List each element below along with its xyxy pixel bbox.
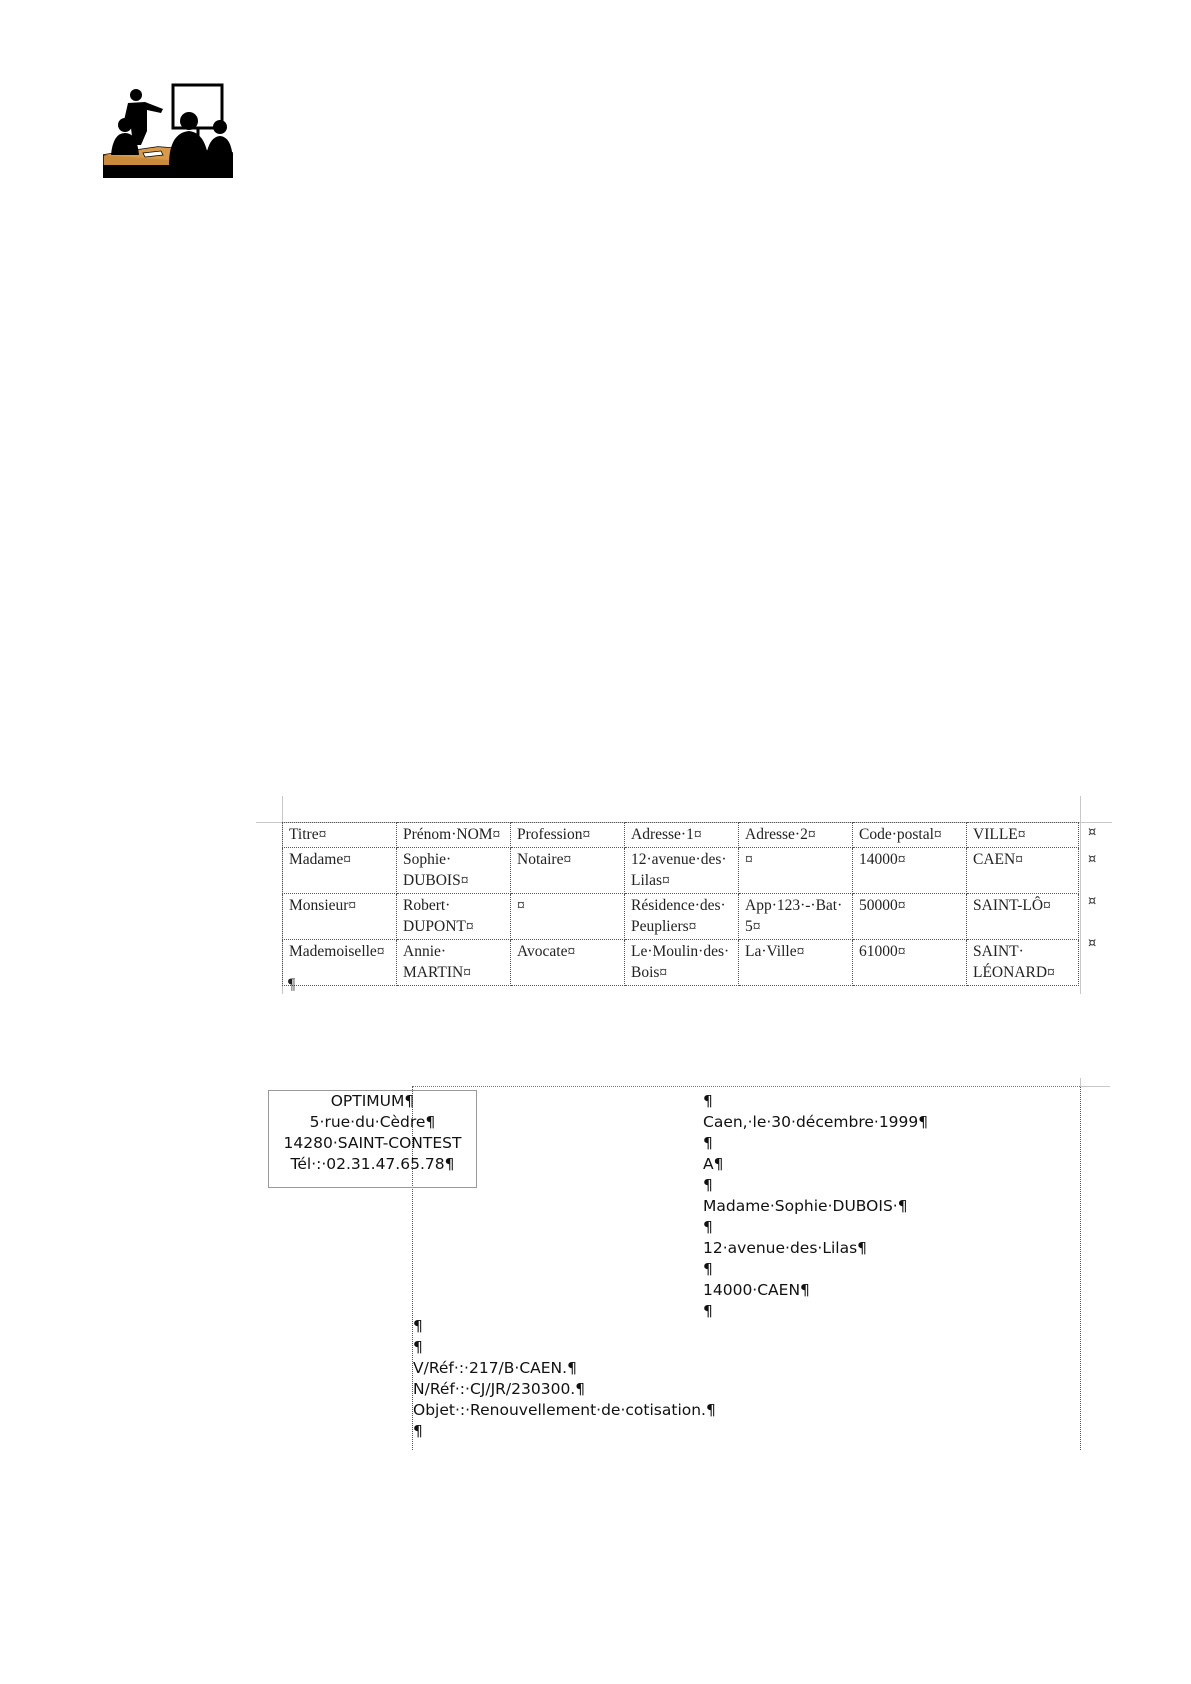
table-cell[interactable]: 14000¤	[853, 848, 967, 894]
recipient-line: ¶	[703, 1092, 713, 1110]
table-cell[interactable]: La·Ville¤	[739, 940, 853, 986]
table-cell[interactable]: Mademoiselle¤	[283, 940, 397, 986]
letter-top-guide	[412, 1086, 1080, 1087]
table-row	[283, 848, 1079, 894]
table-cell[interactable]: Robert· DUPONT¤	[397, 894, 511, 940]
sender-line: OPTIMUM¶	[330, 1092, 415, 1110]
row-end-marker: ¤	[1088, 936, 1097, 951]
sender-address-box[interactable]	[268, 1090, 477, 1188]
table-cell[interactable]: App·123·-·Bat· 5¤	[739, 894, 853, 940]
table-header-row	[283, 823, 1079, 848]
sender-line: 14280·SAINT-CONTEST	[283, 1134, 462, 1152]
recipient-block	[703, 1091, 928, 1322]
recipient-line: ¶	[703, 1134, 713, 1152]
sender-line: Tél·:·02.31.47.65.78¶	[290, 1155, 455, 1173]
data-source-table-block	[282, 822, 1082, 986]
letter-guide-corner	[1080, 1078, 1081, 1086]
table-cell[interactable]: Titre¤	[283, 823, 397, 848]
table-cell[interactable]: 50000¤	[853, 894, 967, 940]
table-cell[interactable]: Adresse·2¤	[739, 823, 853, 848]
recipient-line: 12·avenue·des·Lilas¶	[703, 1239, 868, 1257]
table-cell[interactable]: 61000¤	[853, 940, 967, 986]
table-cell[interactable]: Résidence·des· Peupliers¤	[625, 894, 739, 940]
row-end-marker: ¤	[1088, 825, 1097, 840]
body-line: ¶	[413, 1422, 423, 1440]
recipient-line: 14000·CAEN¶	[703, 1281, 810, 1299]
recipient-line: ¶	[703, 1302, 713, 1320]
table-cell[interactable]: Annie· MARTIN¤	[397, 940, 511, 986]
table-cell[interactable]: CAEN¤	[967, 848, 1079, 894]
table-cell[interactable]: 12·avenue·des· Lilas¤	[625, 848, 739, 894]
table-cell[interactable]: Madame¤	[283, 848, 397, 894]
table-cell[interactable]: SAINT· LÉONARD¤	[967, 940, 1079, 986]
row-end-marker: ¤	[1088, 852, 1097, 867]
table-cell[interactable]: Notaire¤	[511, 848, 625, 894]
presentation-clipart-image	[103, 83, 233, 178]
table-row	[283, 894, 1079, 940]
row-end-marker: ¤	[1088, 894, 1097, 909]
recipient-line: Caen,·le·30·décembre·1999¶	[703, 1113, 929, 1131]
table-cell[interactable]: Monsieur¤	[283, 894, 397, 940]
recipient-line: Madame·Sophie·DUBOIS·¶	[703, 1197, 908, 1215]
letter-guide-corner	[1080, 1086, 1110, 1087]
recipient-line: ¶	[703, 1218, 713, 1236]
table-cell[interactable]: ¤	[739, 848, 853, 894]
paragraph-mark: ¶	[288, 976, 296, 993]
table-cell[interactable]: VILLE¤	[967, 823, 1079, 848]
body-line: V/Réf·:·217/B·CAEN.¶	[413, 1359, 577, 1377]
table-cell[interactable]: Code·postal¤	[853, 823, 967, 848]
data-source-table	[282, 822, 1079, 986]
sender-line: 5·rue·du·Cèdre¶	[309, 1113, 436, 1131]
body-line: Objet·:·Renouvellement·de·cotisation.¶	[413, 1401, 716, 1419]
table-cell[interactable]: Le·Moulin·des· Bois¤	[625, 940, 739, 986]
table-cell[interactable]: Adresse·1¤	[625, 823, 739, 848]
table-cell[interactable]: Profession¤	[511, 823, 625, 848]
body-line: ¶	[413, 1338, 423, 1356]
body-line: N/Réf·:·CJ/JR/230300.¶	[413, 1380, 586, 1398]
letter-body	[413, 1316, 716, 1442]
recipient-line: A¶	[703, 1155, 724, 1173]
table-cell[interactable]: Prénom·NOM¤	[397, 823, 511, 848]
body-line: ¶	[413, 1317, 423, 1335]
table-row	[283, 940, 1079, 986]
table-cell[interactable]: SAINT-LÔ¤	[967, 894, 1079, 940]
table-cell[interactable]: Avocate¤	[511, 940, 625, 986]
recipient-line: ¶	[703, 1260, 713, 1278]
table-cell[interactable]: ¤	[511, 894, 625, 940]
table-cell[interactable]: Sophie· DUBOIS¤	[397, 848, 511, 894]
letter-right-margin	[1080, 1086, 1081, 1450]
recipient-line: ¶	[703, 1176, 713, 1194]
